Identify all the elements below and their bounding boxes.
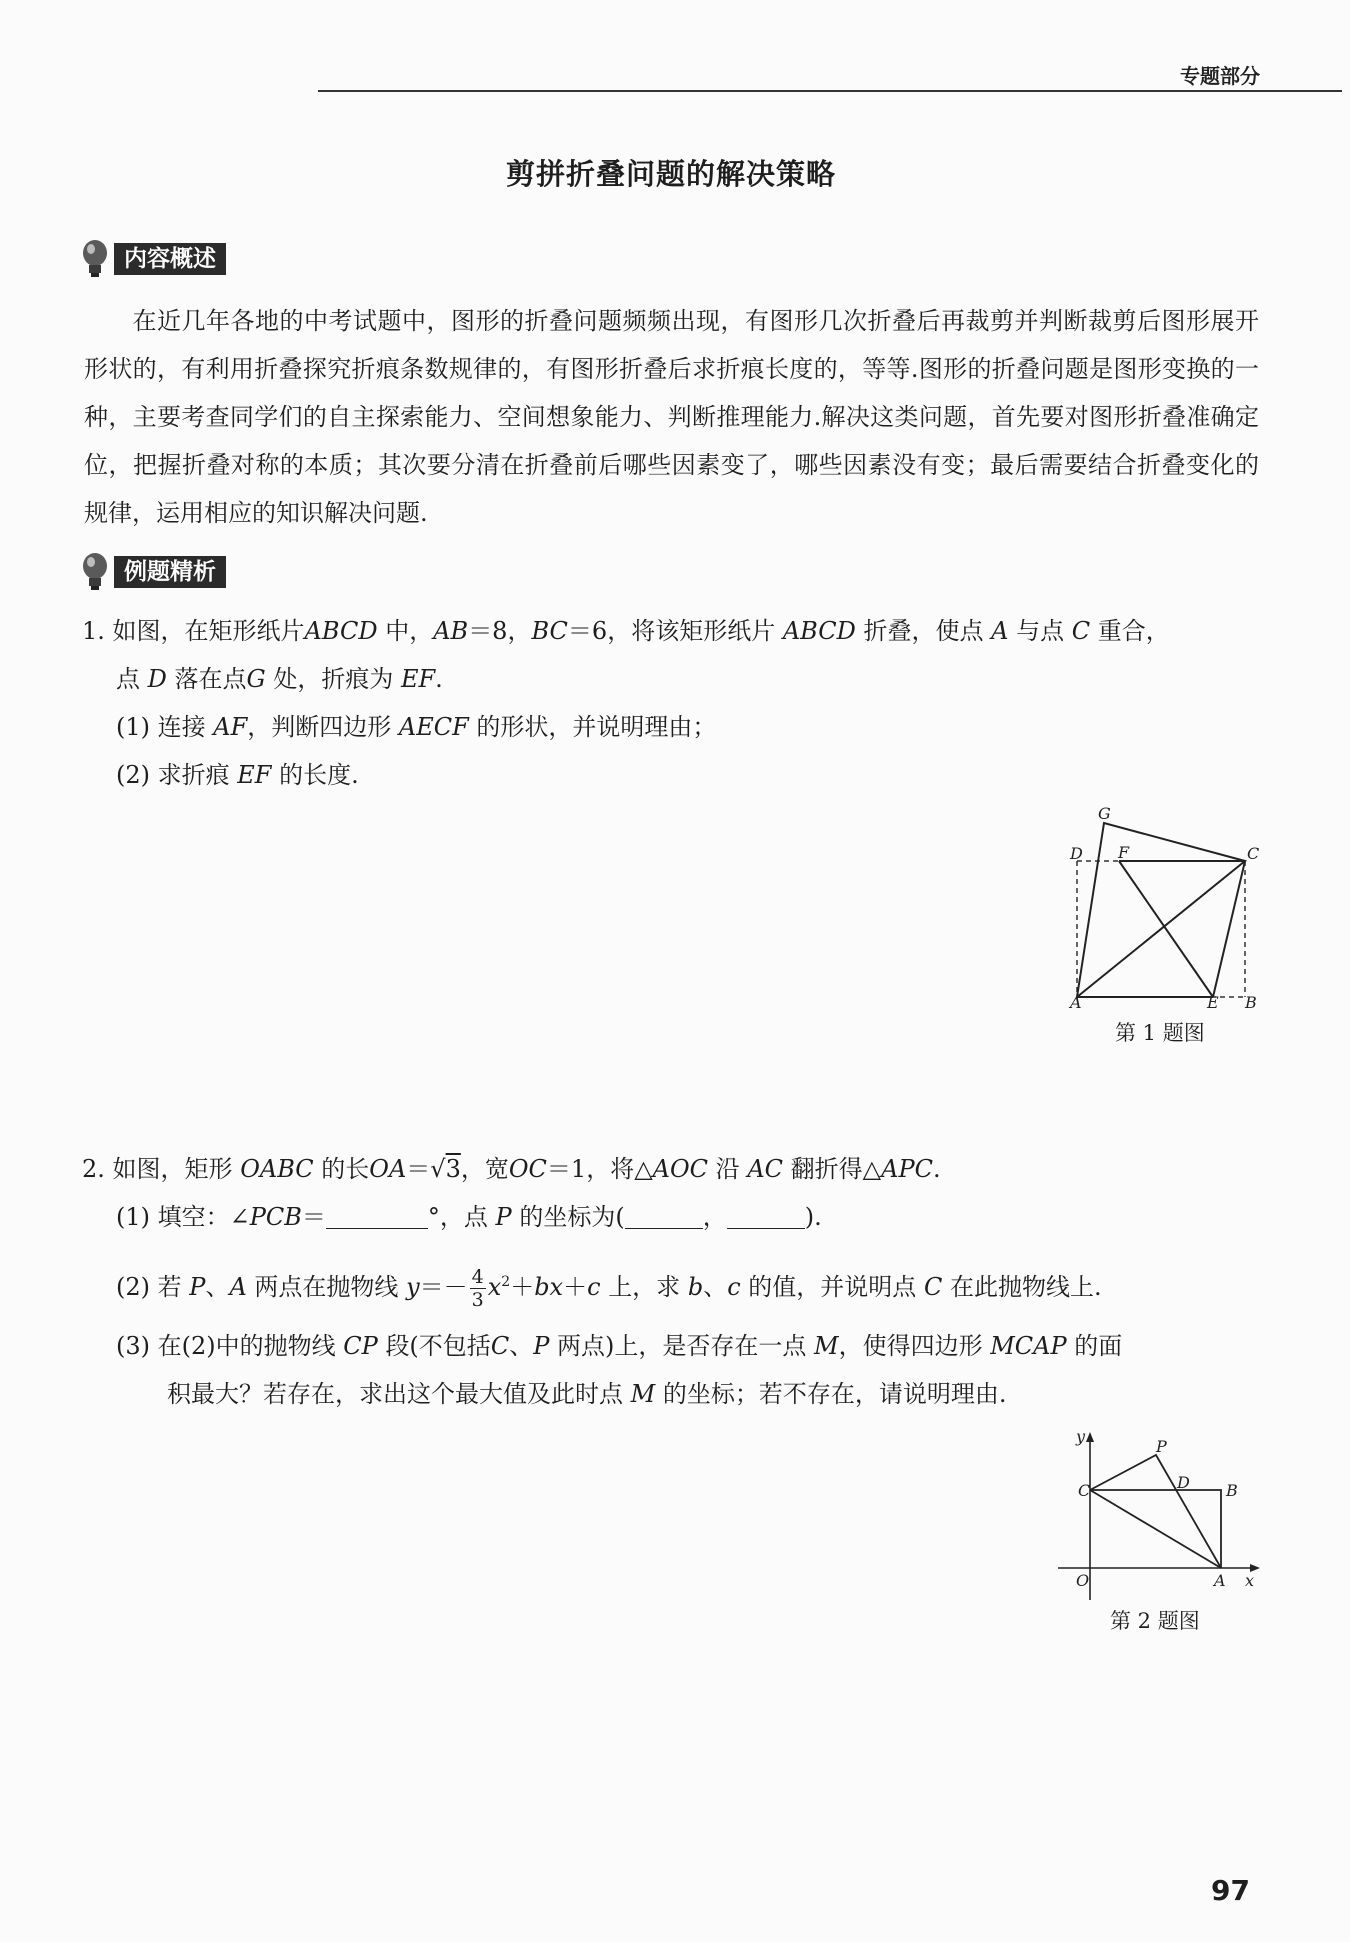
math: EF <box>237 761 272 789</box>
fig2-label-o: O <box>1076 1571 1090 1590</box>
figure-2 <box>1050 1422 1270 1602</box>
fig1-label-b: B <box>1245 993 1257 1010</box>
math: AOC <box>652 1155 709 1183</box>
text: ＝ <box>406 1155 431 1183</box>
fig1-crease-ef <box>1119 861 1213 997</box>
math: A <box>229 1273 247 1301</box>
math: EF <box>400 665 436 693</box>
text: 填空：∠ <box>157 1203 250 1231</box>
lightbulb-icon <box>80 552 110 592</box>
answer-blank-angle[interactable] <box>326 1202 428 1229</box>
text: 、 <box>205 1273 230 1301</box>
problem1-sub1 <box>116 703 716 751</box>
math: MCAP <box>990 1332 1067 1360</box>
text: 落在点 <box>174 665 247 693</box>
text: ). <box>804 1203 822 1231</box>
math: CP <box>343 1332 378 1360</box>
fig2-y-arrow <box>1086 1432 1094 1442</box>
figure-1-caption: 第 1 题图 <box>1115 1021 1205 1045</box>
text: ，宽 <box>460 1155 509 1183</box>
text: 如图，在矩形纸片 <box>112 617 305 645</box>
fig1-label-a: A <box>1070 993 1082 1010</box>
text: . <box>932 1155 941 1183</box>
sub-label: (1) <box>116 713 150 741</box>
text: 的长 <box>321 1155 370 1183</box>
text: 折叠，使点 <box>863 617 984 645</box>
header-rule <box>318 90 1342 92</box>
fig1-label-f: F <box>1118 843 1130 862</box>
text: ＝1，将△ <box>546 1155 653 1183</box>
math: x <box>487 1273 502 1301</box>
text: 在(2)中的抛物线 <box>157 1332 336 1360</box>
sub-label: (2) <box>116 1273 150 1301</box>
math: P <box>189 1273 206 1301</box>
math: PCB <box>249 1203 302 1231</box>
math: ABCD <box>304 617 378 645</box>
sub-label: (1) <box>116 1203 150 1231</box>
problem1-number: 1. <box>82 617 105 645</box>
text: 的面 <box>1074 1332 1123 1360</box>
math: ＋ <box>563 1273 588 1301</box>
text: 、 <box>509 1332 534 1360</box>
overview-text: 在近几年各地的中考试题中，图形的折叠问题频频出现，有图形几次折叠后再裁剪并判断裁剪后图形展开形状的，有利用折叠探究折痕条数规律的，有图形折叠后求折痕长度的，等等.图形的折叠问题是图形变换的一种，主要考查同学们的自主探索能力、空间想象能力、判断推理能力.解决这类问题，首先要对图形折叠准确定位，把握折叠对称的本质；其次要分清在折叠前后哪些因素变了，哪些因素没有变；最后需要结合折叠变化的规律，运用相应的知识解决问题. <box>84 307 1259 527</box>
text: 如图，矩形 <box>112 1155 233 1183</box>
math: y <box>406 1273 420 1301</box>
text: ＝6，将该矩形纸片 <box>567 617 776 645</box>
fraction-numerator: 4 <box>471 1266 484 1288</box>
math: c <box>587 1273 601 1301</box>
text: 在此抛物线上. <box>949 1273 1102 1301</box>
text: 求折痕 <box>157 761 230 789</box>
fig2-diagonal-ca <box>1090 1490 1221 1568</box>
sub-label: (3) <box>116 1332 150 1360</box>
text: 沿 <box>715 1155 740 1183</box>
sqrt-symbol: √3 <box>430 1155 461 1183</box>
math: D <box>147 665 167 693</box>
text: 积最大？若存在，求出这个最大值及此时点 <box>167 1380 623 1408</box>
fig1-label-d: D <box>1070 844 1083 863</box>
math: c <box>727 1273 741 1301</box>
problem2-sub1 <box>116 1193 822 1241</box>
math: APC <box>881 1155 933 1183</box>
text: 的坐标；若不存在，请说明理由. <box>662 1380 1007 1408</box>
text: 中， <box>385 617 434 645</box>
math: b <box>687 1273 704 1301</box>
fig1-ec-line <box>1213 861 1245 997</box>
fig1-label-e: E <box>1207 993 1219 1010</box>
problem2-number: 2. <box>82 1155 105 1183</box>
text: 若 <box>157 1273 182 1301</box>
problem2-sub3-line2 <box>167 1370 1007 1418</box>
math: AB <box>433 617 469 645</box>
problem2-line1 <box>82 1145 941 1193</box>
section-label-examples: 例题精析 <box>114 556 226 588</box>
section-label-overview: 内容概述 <box>114 243 226 275</box>
problem1-sub2 <box>116 751 359 799</box>
text: 的值，并说明点 <box>748 1273 917 1301</box>
lightbulb-icon <box>80 239 110 279</box>
problem1-line1 <box>82 607 1170 655</box>
text: 段(不包括 <box>385 1332 491 1360</box>
math: M <box>630 1380 656 1408</box>
text: 、 <box>703 1273 728 1301</box>
page-number: 97 <box>1211 1874 1250 1907</box>
math: C <box>490 1332 510 1360</box>
text: ， <box>702 1203 727 1231</box>
answer-blank-px[interactable] <box>625 1202 703 1229</box>
superscript: 2 <box>501 1274 511 1290</box>
figure-2-caption: 第 2 题图 <box>1110 1609 1200 1633</box>
text: 处，折痕为 <box>273 665 394 693</box>
text: 的长度. <box>279 761 359 789</box>
text: . <box>435 665 443 693</box>
text: 上，求 <box>608 1273 681 1301</box>
fig2-label-p: P <box>1156 1437 1167 1456</box>
fraction <box>470 1266 486 1311</box>
figure-1 <box>1060 800 1270 1010</box>
fig2-label-y: y <box>1076 1427 1086 1446</box>
text: ＝8， <box>468 617 532 645</box>
math: AF <box>213 713 248 741</box>
math: BC <box>531 617 568 645</box>
math: AECF <box>398 713 469 741</box>
fig2-label-b: B <box>1226 1481 1238 1500</box>
section-header-overview <box>80 241 226 277</box>
sub-label: (2) <box>116 761 150 789</box>
math: ABCD <box>782 617 856 645</box>
text: ＝ <box>301 1203 326 1231</box>
sqrt-radicand: 3 <box>445 1155 461 1183</box>
text: 与点 <box>1016 617 1065 645</box>
fig2-label-c: C <box>1078 1481 1091 1500</box>
fig2-label-x: x <box>1245 1571 1255 1590</box>
math: C <box>923 1273 943 1301</box>
math: AC <box>747 1155 784 1183</box>
text: 两点在抛物线 <box>254 1273 399 1301</box>
header-section-label: 专题部分 <box>1180 64 1260 88</box>
fig1-label-g: G <box>1098 804 1111 823</box>
answer-blank-py[interactable] <box>727 1202 805 1229</box>
fraction-denominator: 3 <box>471 1289 484 1311</box>
math: M <box>814 1332 839 1360</box>
problem1-line2 <box>116 655 443 703</box>
problem2-sub3-line1 <box>116 1322 1122 1370</box>
math: OA <box>369 1155 407 1183</box>
text: 的坐标为( <box>519 1203 625 1231</box>
text: 翻折得△ <box>790 1155 882 1183</box>
fig1-label-c: C <box>1247 844 1260 863</box>
text: ，判断四边形 <box>247 713 392 741</box>
problem2-sub2 <box>116 1258 1102 1311</box>
page-title: 剪拼折叠问题的解决策略 <box>505 157 836 191</box>
fig2-triangle-cpa <box>1090 1455 1221 1568</box>
overview-paragraph <box>84 297 1259 537</box>
math: OABC <box>240 1155 314 1183</box>
text: °，点 <box>427 1203 488 1231</box>
text: 点 <box>116 665 140 693</box>
math: ＋ <box>510 1273 535 1301</box>
math: bx <box>534 1273 564 1301</box>
text: 的形状，并说明理由； <box>476 713 717 741</box>
text: ，使得四边形 <box>838 1332 983 1360</box>
math: G <box>246 665 266 693</box>
text: 连接 <box>157 713 206 741</box>
text: 两点)上，是否存在一点 <box>556 1332 807 1360</box>
fig2-label-a: A <box>1214 1571 1226 1590</box>
text: 重合， <box>1097 617 1170 645</box>
section-header-examples <box>80 554 226 590</box>
math: P <box>495 1203 512 1231</box>
math: C <box>1071 617 1091 645</box>
math: ＝－ <box>419 1273 468 1301</box>
math: OC <box>508 1155 547 1183</box>
math: A <box>991 617 1009 645</box>
fig2-label-d: D <box>1177 1473 1190 1492</box>
math: P <box>533 1332 550 1360</box>
